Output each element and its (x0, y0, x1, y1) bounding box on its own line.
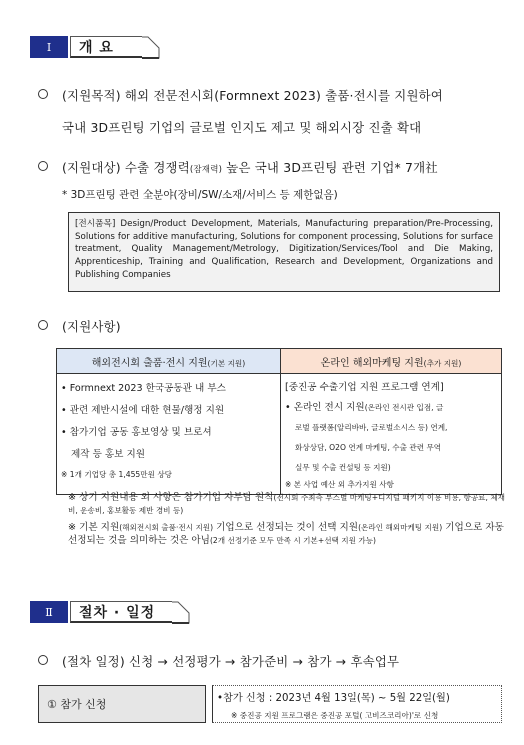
basic-note: ※ 1개 기업당 총 1,455만원 상당 (61, 470, 173, 479)
basic-item: • Formnext 2023 한국공동관 내 부스 (61, 383, 226, 394)
section-header-1 (30, 36, 142, 58)
header-basic-text: 해외전시회 출품·전시 지원 (91, 357, 208, 369)
header-basic-small: (기본 지원) (207, 358, 246, 368)
extra-detail: 화상상담, O2O 연계 마케팅, 수출 관련 무역 (295, 443, 442, 452)
circle-bullet-icon (38, 161, 48, 171)
footnote-2 (68, 521, 508, 547)
footnote-1-main: ※ 상기 지원내용 외 사항은 참가기업 자부담 원칙 (68, 492, 274, 503)
header-extra-small: (추가 지원) (423, 358, 462, 368)
extra-item-main: • 온라인 전시 지원 (285, 402, 365, 413)
basic-item: • 관련 제반시설에 대한 현물/행정 지원 (61, 405, 225, 416)
footnote-2-small-3: (2개 선정기준 모두 만족 시 기본+선택 지원 가능) (209, 536, 377, 545)
target-note: * 3D프린팅 관련 全분야(장비/SW/소재/서비스 등 제한없음) (62, 189, 338, 201)
exhibit-fields-box: [전시품목] Design/Product Development, Materials, Manufacturing preparation/Pre-Processing, Solutions for additive manufacturing, Solutions for component processing, Solutions for surface treatment, Quality Management/Metrology, Digitization/Services/Tool and Die Making, Apprenticeship, Training and Qualification, Research and Development, Organizations and Publishing Companies (68, 212, 500, 292)
support-table (56, 348, 502, 495)
extra-item-small: (온라인 전시관 입점, 글 (364, 403, 444, 412)
procedure-text: (절차 일정) 신청 → 선정평가 → 참가준비 → 참가 → 후속업무 (62, 654, 400, 669)
extra-note: ※ 본 사업 예산 외 추가지원 사항 (285, 480, 394, 489)
section-number: Ⅱ (30, 601, 68, 623)
basic-item: • 참가기업 공동 홍보영상 및 브로셔 (61, 427, 212, 438)
purpose-line-2 (62, 118, 421, 136)
purpose-line-1 (38, 86, 443, 104)
support-header-basic (57, 349, 281, 374)
header-extra-text: 온라인 해외마케팅 지원 (320, 357, 424, 369)
support-header-extra (281, 349, 502, 374)
tab-corner-icon (142, 36, 160, 59)
extra-line: [중진공 수출기업 지원 프로그램 연계] (285, 382, 444, 393)
target-text-2: 높은 국내 3D프린팅 관련 기업* 7개社 (222, 160, 438, 175)
step-1-label: ① 참가 신청 (38, 685, 206, 723)
step-1-date: •참가 신청 : 2023년 4월 13일(목) ~ 5월 22일(월) (217, 693, 450, 704)
circle-bullet-icon (38, 320, 48, 330)
support-cell-basic (57, 374, 281, 495)
footnote-2-main-3: 기업으로 자동 선정되는 것을 의미하는 것은 아님 (68, 522, 504, 546)
procedure-line (38, 652, 399, 670)
tab-corner-icon (172, 601, 190, 624)
section-header-2 (30, 601, 172, 623)
circle-bullet-icon (38, 89, 48, 99)
target-text: (지원대상) 수출 경쟁력 (62, 160, 190, 175)
section-title-text: 절차 · 일정 (79, 604, 156, 621)
target-small: (잠재력) (189, 165, 223, 175)
basic-item: 제작 등 홍보 지원 (71, 449, 146, 460)
footnote-2-main: ※ 기본 지원 (68, 522, 120, 533)
extra-detail: 로벌 플랫폼(알리바바, 글로벌소시스 등) 연계, (295, 423, 448, 432)
section-number: Ⅰ (30, 36, 68, 58)
extra-item (285, 398, 497, 418)
step-1-info (212, 685, 502, 723)
step-1-note: ※ 중진공 지원 프로그램은 중진공 포털( 고비즈코리아)'로 신청 (231, 711, 439, 720)
support-cell-extra (281, 374, 502, 495)
purpose-text-2: 국내 3D프린팅 기업의 글로벌 인지도 제고 및 해외시장 진출 확대 (62, 120, 422, 135)
support-heading (38, 317, 121, 335)
target-line (38, 158, 438, 176)
footnote-1 (68, 491, 508, 517)
section-title-text: 개 요 (79, 39, 114, 56)
section-title (70, 601, 172, 623)
footnote-2-small-2: (온라인 해외마케팅 지원) (358, 523, 443, 532)
extra-detail: 실무 및 수출 컨설팅 등 지원) (295, 463, 391, 472)
footnote-2-small-1: (해외전시회 출품·전시 지원) (119, 523, 214, 532)
purpose-text-1: (지원목적) 해외 전문전시회(Formnext 2023) 출품·전시를 지원하여 (62, 88, 443, 103)
support-heading-text: (지원사항) (62, 319, 121, 334)
footnote-1-small: (전시회 주최측 부스별 마케팅+디지털 패키지 이용 비용, 항공료, 체재비, 운송비, 홍보활동 제반 경비 등) (68, 493, 505, 515)
footnote-2-main-2: 기업으로 선정되는 것이 선택 지원 (213, 522, 359, 533)
section-title (70, 36, 142, 58)
circle-bullet-icon (38, 655, 48, 665)
